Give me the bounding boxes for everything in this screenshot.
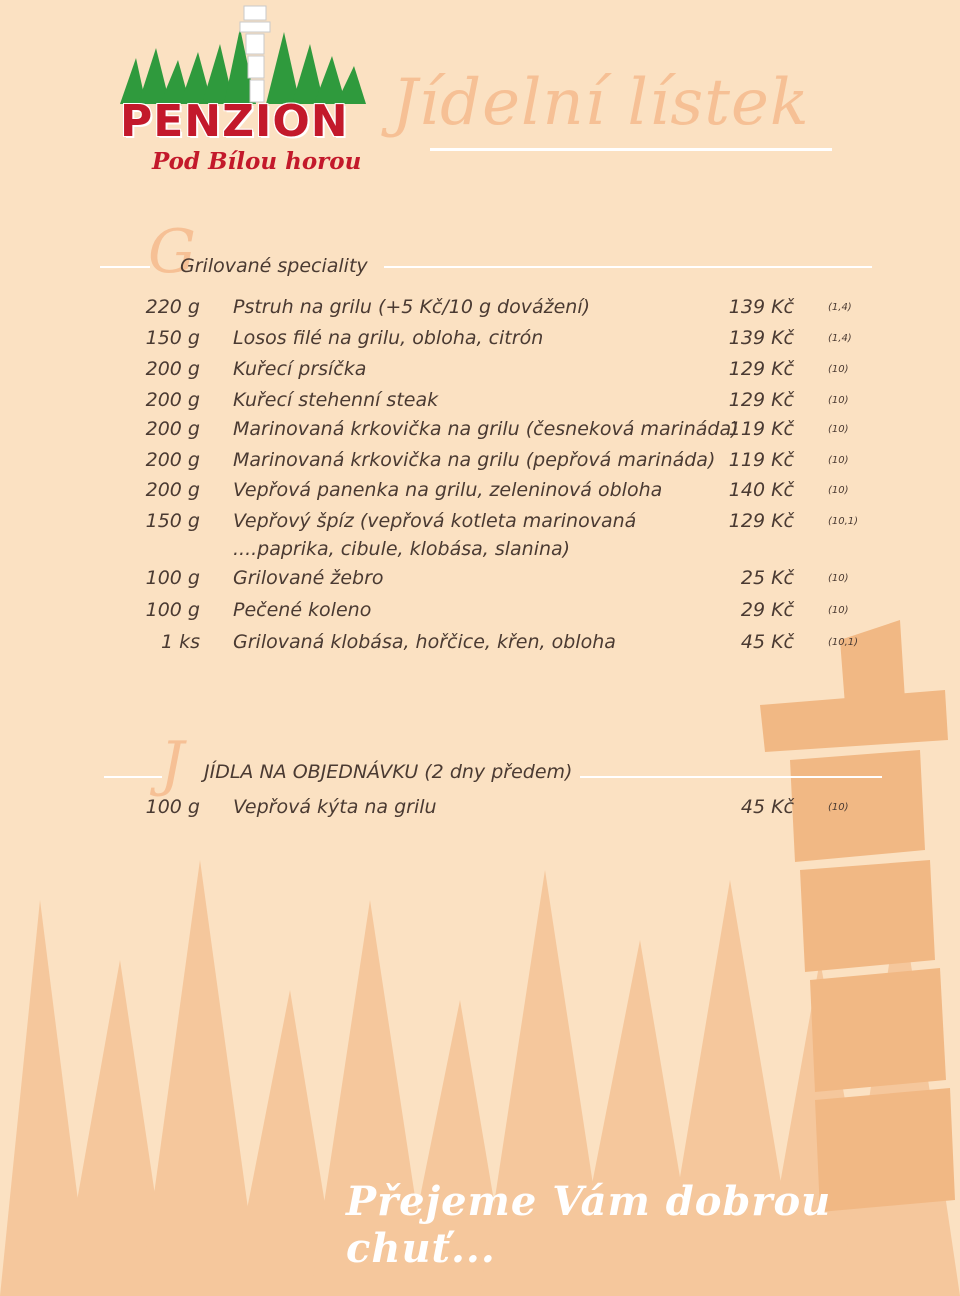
section-line-left xyxy=(104,776,162,778)
title-underline xyxy=(430,148,832,151)
item-name: Vepřový špíz (vepřová kotleta marinovaná xyxy=(233,510,637,532)
menu-item xyxy=(0,358,960,388)
item-price: 119 Kč xyxy=(728,449,794,471)
menu-item xyxy=(0,296,960,326)
item-name: Kuřecí stehenní steak xyxy=(233,389,439,411)
item-weight: 200 g xyxy=(145,418,200,440)
menu-item xyxy=(0,389,960,419)
item-weight: 200 g xyxy=(145,358,200,380)
item-price: 139 Kč xyxy=(728,327,794,349)
item-weight: 100 g xyxy=(145,599,200,621)
item-allergens: (10) xyxy=(828,802,849,813)
section-initial: G xyxy=(148,217,196,287)
item-weight: 150 g xyxy=(145,327,200,349)
menu-item xyxy=(0,418,960,448)
item-name: Grilovaná klobása, hořčice, křen, obloha xyxy=(233,631,616,653)
item-allergens: (10) xyxy=(828,605,849,616)
item-price: 45 Kč xyxy=(740,631,794,653)
item-price: 129 Kč xyxy=(728,510,794,532)
section-title: Grilované speciality xyxy=(180,255,368,277)
item-price: 129 Kč xyxy=(728,389,794,411)
menu-item xyxy=(0,449,960,479)
menu-item xyxy=(0,510,960,568)
item-price: 25 Kč xyxy=(740,567,794,589)
item-name: Vepřová kýta na grilu xyxy=(233,796,437,818)
item-name: Marinovaná krkovička na grilu (pepřová marináda) xyxy=(233,449,716,471)
menu-title: Jídelní lístek xyxy=(392,66,810,140)
item-allergens: (10,1) xyxy=(828,516,859,527)
item-allergens: (10,1) xyxy=(828,637,859,648)
item-allergens: (10) xyxy=(828,395,849,406)
item-price: 45 Kč xyxy=(740,796,794,818)
item-allergens: (1,4) xyxy=(828,302,852,313)
section-title: JÍDLA NA OBJEDNÁVKU (2 dny předem) xyxy=(204,761,573,783)
item-weight: 200 g xyxy=(145,389,200,411)
item-allergens: (10) xyxy=(828,455,849,466)
item-weight: 100 g xyxy=(145,796,200,818)
tower-silhouette xyxy=(760,620,955,1212)
item-price: 129 Kč xyxy=(728,358,794,380)
menu-item xyxy=(0,599,960,629)
item-name: Marinovaná krkovička na grilu (česneková marináda) xyxy=(233,418,739,440)
item-name: Vepřová panenka na grilu, zeleninová obloha xyxy=(233,479,663,501)
item-weight: 1 ks xyxy=(160,631,200,653)
section-line-right xyxy=(580,776,882,778)
farewell-text: Přejeme Vám dobrou chuť... xyxy=(346,1178,832,1272)
menu-item xyxy=(0,631,960,661)
item-name: Pstruh na grilu (+5 Kč/10 g dovážení) xyxy=(233,296,591,318)
section-line-left xyxy=(100,266,150,268)
item-weight: 200 g xyxy=(145,479,200,501)
item-weight: 150 g xyxy=(145,510,200,532)
item-name: Pečené koleno xyxy=(233,599,372,621)
menu-item xyxy=(0,796,960,826)
item-weight: 220 g xyxy=(145,296,200,318)
item-price: 140 Kč xyxy=(728,479,794,501)
menu-item xyxy=(0,567,960,597)
item-allergens: (10) xyxy=(828,485,849,496)
item-weight: 100 g xyxy=(145,567,200,589)
section-initial: J xyxy=(160,729,185,799)
section-line-right xyxy=(384,266,872,268)
item-allergens: (10) xyxy=(828,364,849,375)
item-price: 119 Kč xyxy=(728,418,794,440)
item-name: Kuřecí prsíčka xyxy=(233,358,367,380)
item-allergens: (10) xyxy=(828,424,849,435)
item-weight: 200 g xyxy=(145,449,200,471)
logo-wordmark: PENZION xyxy=(120,96,349,147)
item-allergens: (10) xyxy=(828,573,849,584)
penzion-logo xyxy=(116,0,376,190)
menu-item xyxy=(0,479,960,509)
item-price: 29 Kč xyxy=(740,599,794,621)
item-name: Grilované žebro xyxy=(233,567,384,589)
item-price: 139 Kč xyxy=(728,296,794,318)
menu-item xyxy=(0,327,960,357)
item-allergens: (1,4) xyxy=(828,333,852,344)
logo-subtitle: Pod Bílou horou xyxy=(152,148,362,175)
item-name: Losos filé na grilu, obloha, citrón xyxy=(233,327,544,349)
item-name-continued: ....paprika, cibule, klobása, slanina) xyxy=(233,538,571,560)
